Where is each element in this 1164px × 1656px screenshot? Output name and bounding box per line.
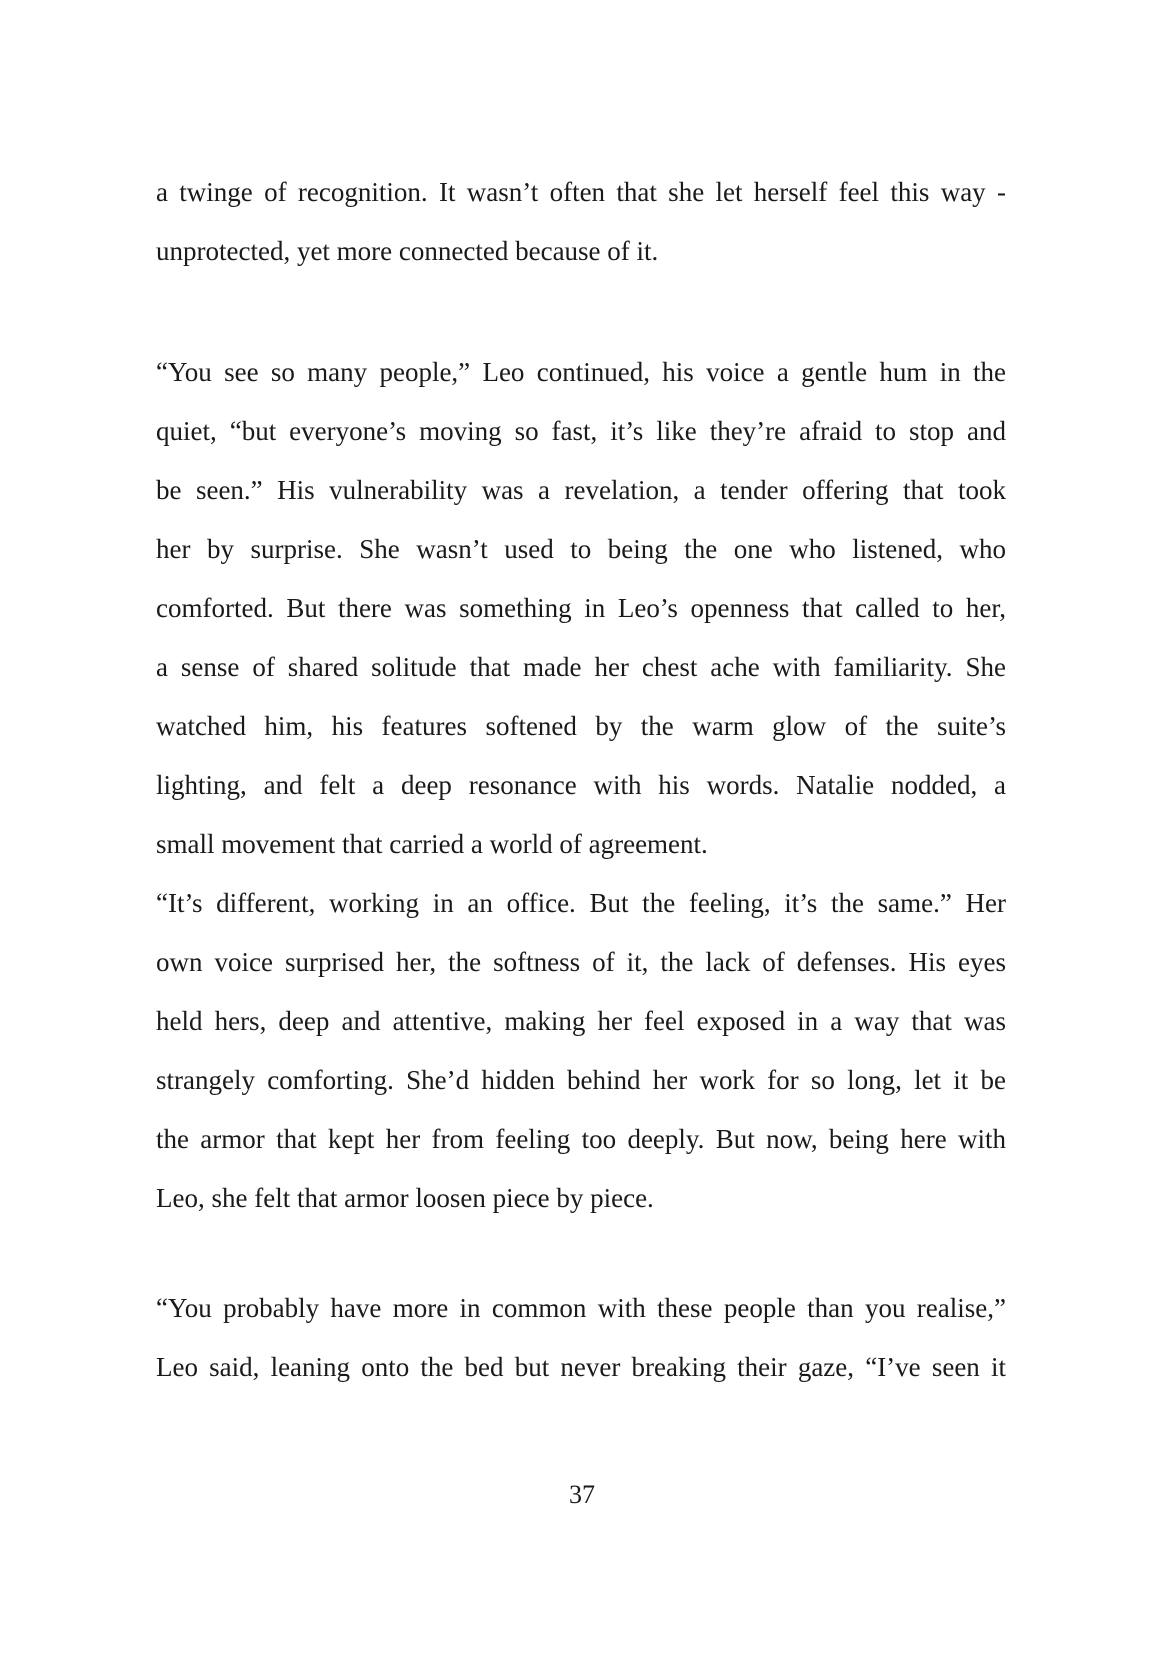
text-line: held hers, deep and attentive, making her feel exposed in a way that was xyxy=(156,1006,1006,1036)
paragraph-3 xyxy=(156,1279,1006,1397)
text-line: strangely comforting. She’d hidden behind her work for so long, let it be xyxy=(156,1065,1006,1095)
paragraph-1 xyxy=(156,163,1006,281)
text-line: small movement that carried a world of agreement. xyxy=(156,829,708,859)
text-line: lighting, and felt a deep resonance with his words. Natalie nodded, a xyxy=(156,770,1006,800)
text-line: a sense of shared solitude that made her chest ache with familiarity. She xyxy=(156,652,1006,682)
text-line: quiet, “but everyone’s moving so fast, it’s like they’re afraid to stop and xyxy=(156,416,1006,446)
text-line: the armor that kept her from feeling too deeply. But now, being here with xyxy=(156,1124,1006,1154)
text-line: watched him, his features softened by the warm glow of the suite’s xyxy=(156,711,1006,741)
text-line: a twinge of recognition. It wasn’t often that she let herself feel this way - xyxy=(156,177,1006,207)
text-line: comforted. But there was something in Leo’s openness that called to her, xyxy=(156,593,1006,623)
text-line: own voice surprised her, the softness of it, the lack of defenses. His eyes xyxy=(156,947,1006,977)
text-line: her by surprise. She wasn’t used to being the one who listened, who xyxy=(156,534,1006,564)
text-line: unprotected, yet more connected because of it. xyxy=(156,236,659,266)
text-line: Leo, she felt that armor loosen piece by piece. xyxy=(156,1183,654,1213)
paragraph-2 xyxy=(156,343,1006,1228)
page-number: 37 xyxy=(569,1480,595,1509)
text-line: “It’s different, working in an office. But the feeling, it’s the same.” Her xyxy=(156,888,1006,918)
text-line: “You see so many people,” Leo continued, his voice a gentle hum in the xyxy=(156,357,1006,387)
text-line: “You probably have more in common with these people than you realise,” xyxy=(156,1293,1006,1323)
text-line: be seen.” His vulnerability was a revelation, a tender offering that took xyxy=(156,475,1006,505)
text-line: Leo said, leaning onto the bed but never breaking their gaze, “I’ve seen it xyxy=(156,1352,1006,1382)
